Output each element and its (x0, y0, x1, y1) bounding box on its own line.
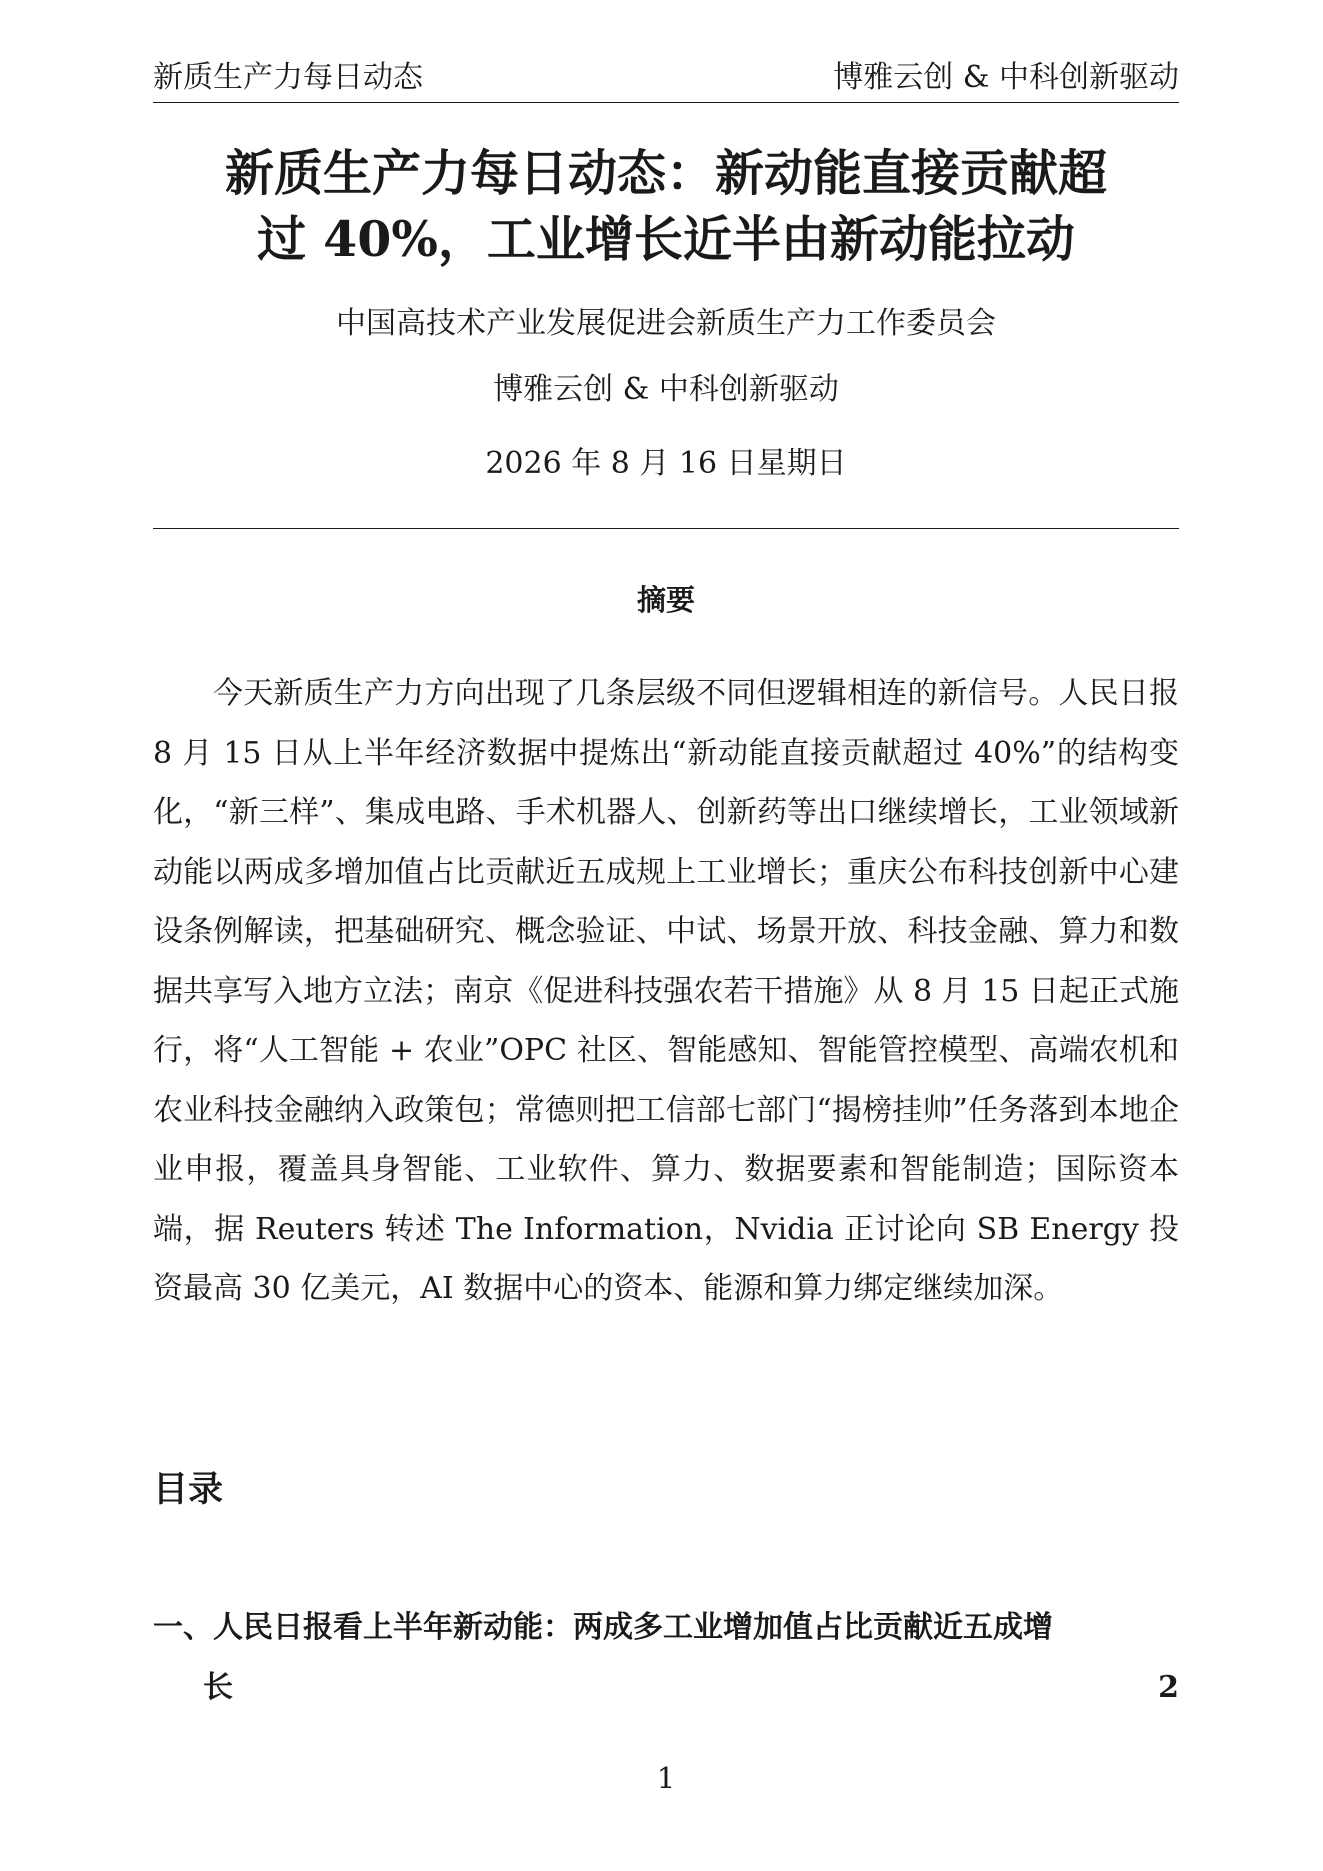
toc-entry-title-line-2 (153, 1658, 1179, 1718)
title-line-2: 过 40%，工业增长近半由新动能拉动 (257, 210, 1075, 268)
toc-heading: 目录 (153, 1469, 224, 1510)
toc-entry-title-line-1: 一、人民日报看上半年新动能：两成多工业增加值占比贡献近五成增 (153, 1610, 1053, 1645)
document-title (153, 140, 1179, 272)
abstract-heading: 摘要 (636, 583, 695, 617)
document-page (153, 0, 1179, 1871)
running-header (153, 58, 1179, 103)
toc-entry-page-number: 2 (1158, 1670, 1179, 1705)
publication-date: 2026 年 8 月 16 日星期日 (485, 446, 847, 481)
author-organization: 中国高技术产业发展促进会新质生产力工作委员会 (336, 306, 996, 341)
author-publisher: 博雅云创 & 中科创新驱动 (493, 372, 839, 407)
abstract-body: 今天新质生产力方向出现了几条层级不同但逻辑相连的新信号。人民日报 8 月 15 日从上半年经济数据中提炼出“新动能直接贡献超过 40%”的结构变化，“新三样”、集成电路、手术机器人、创新药等出口继续增长，工业领域新动能以两成多增加值占比贡献近五成规上工业增长；重庆公布科技创新中心建设条例解读，把基础研究、概念验证、中试、场景开放、科技金融、算力和数据共享写入地方立法；南京《促进科技强农若干措施》从 8 月 15 日起正式施行，将“人工智能 + 农业”OPC 社区、智能感知、智能管控模型、高端农机和农业科技金融纳入政策包；常德则把工信部七部门“揭榜挂帅”任务落到本地企业申报，覆盖具身智能、工业软件、算力、数据要素和智能制造；国际资本端，据 Reuters 转述 The Information，Nvidia 正讨论向 SB Energy 投资最高 30 亿美元，AI 数据中心的资本、能源和算力绑定继续加深。 (153, 676, 1179, 1306)
title-line-1: 新质生产力每日动态：新动能直接贡献超 (224, 144, 1107, 202)
toc-entry-title-continued: 长 (203, 1670, 233, 1705)
header-right-publisher: 博雅云创 & 中科创新驱动 (833, 60, 1179, 95)
toc-entry-1[interactable] (153, 1598, 1179, 1718)
page-number: 1 (656, 1761, 676, 1795)
header-left-title: 新质生产力每日动态 (153, 60, 423, 95)
title-divider (153, 528, 1179, 529)
